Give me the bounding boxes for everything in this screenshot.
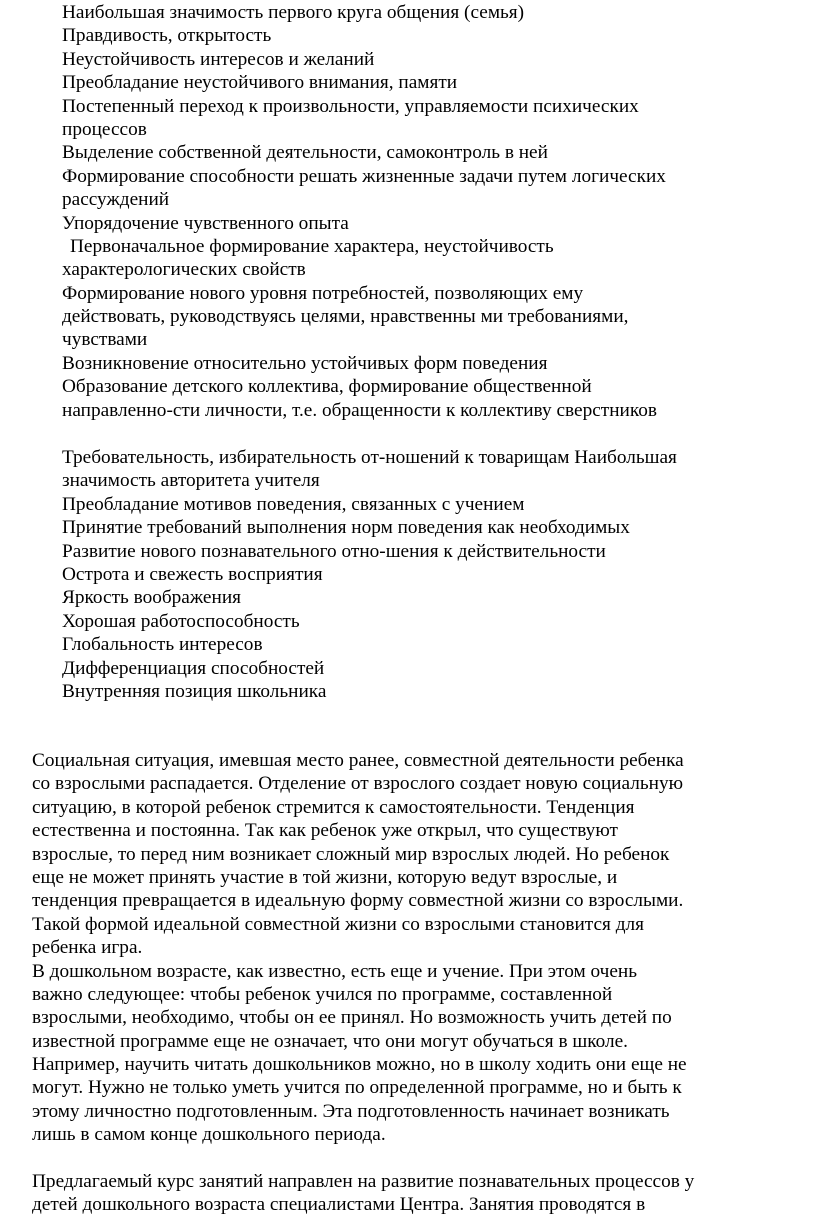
paragraph-line: взрослые, то перед ним возникает сложный мир взрослых людей. Но ребенок <box>32 843 670 865</box>
list-item-continuation: рассуждений <box>62 189 170 211</box>
paragraph-line: взрослыми, необходимо, чтобы он ее принял. Но возможность учить детей по <box>32 1007 672 1029</box>
list-item: Требовательность, избирательность от-ношений к товарищам Наибольшая <box>62 447 677 468</box>
list-item: Развитие нового познавательного отно-шения к действительности <box>62 540 606 562</box>
list-item: Выделение собственной деятельности, самоконтроль в ней <box>62 142 548 164</box>
list-item: Преобладание неустойчивого внимания, памяти <box>62 72 458 94</box>
list-item: Возникновение относительно устойчивых форм поведения <box>62 352 548 374</box>
paragraph-line: важно следующее: чтобы ребенок учился по программе, составленной <box>32 983 613 1005</box>
list-item: Острота и свежесть восприятия <box>62 563 323 585</box>
paragraph-line: детей дошкольного возраста специалистами Центра. Занятия проводятся в <box>32 1194 646 1216</box>
body-paragraph-social-situation <box>32 749 687 1147</box>
body-paragraph-course <box>32 1170 694 1217</box>
list-item-continuation: чувствами <box>62 329 148 351</box>
list-item: Внутренняя позиция школьника <box>62 680 327 702</box>
paragraph-line: известной программе еще не означает, что они могут обучаться в школе. <box>32 1030 628 1052</box>
list-item: Хорошая работоспособность <box>62 610 300 632</box>
paragraph-line: еще не может принять участие в той жизни, которую ведут взрослые, и <box>32 866 618 888</box>
list-item: Неустойчивость интересов и желаний <box>62 48 375 70</box>
paragraph-line: со взрослыми распадается. Отделение от взрослого создает новую социальную <box>32 773 683 795</box>
list-item: Дифференциация способностей <box>62 657 325 679</box>
paragraph-line: Например, научить читать дошкольников можно, но в школу ходить они еще не <box>32 1054 687 1076</box>
paragraph-line: В дошкольном возрасте, как известно, есть еще и учение. При этом очень <box>32 960 638 982</box>
list-item: Первоначальное формирование характера, неустойчивость <box>70 235 554 257</box>
paragraph-line: Такой формой идеальной совместной жизни со взрослыми становится для <box>32 913 645 935</box>
list-item: Формирование нового уровня потребностей, позволяющих ему <box>62 282 584 304</box>
paragraph-line: естественна и постоянна. Так как ребенок уже открыл, что существуют <box>32 820 618 842</box>
characteristics-list-first <box>62 1 666 422</box>
list-item: Образование детского коллектива, формирование общественной <box>62 376 592 398</box>
list-item-continuation: действовать, руководствуясь целями, нравственны ми требованиями, <box>62 306 629 328</box>
list-item: Постепенный переход к произвольности, управляемости психических <box>62 95 639 117</box>
list-item-continuation: значимость авторитета учителя <box>62 470 320 492</box>
paragraph-line: Предлагаемый курс занятий направлен на развитие познавательных процессов у <box>32 1171 695 1192</box>
list-item: Формирование способности решать жизненные задачи путем логических <box>62 165 666 187</box>
list-item: Яркость воображения <box>62 587 242 609</box>
list-item: Наибольшая значимость первого круга общения (семья) <box>62 2 525 23</box>
list-item: Упорядочение чувственного опыта <box>62 212 349 234</box>
characteristics-list-second <box>62 446 677 703</box>
list-item-continuation: характерологических свойств <box>62 259 306 281</box>
list-item: Глобальность интересов <box>62 634 263 656</box>
list-item-continuation: процессов <box>62 118 147 140</box>
paragraph-line: могут. Нужно не только уметь учится по определенной программе, но и быть к <box>32 1077 682 1099</box>
paragraph-line: Социальная ситуация, имевшая место ранее, совместной деятельности ребенка <box>32 750 684 771</box>
list-item: Правдивость, открытость <box>62 25 272 47</box>
paragraph-line: ребенка игра. <box>32 937 143 959</box>
list-item: Преобладание мотивов поведения, связанных с учением <box>62 493 525 515</box>
paragraph-line: лишь в самом конце дошкольного периода. <box>32 1124 386 1146</box>
list-item-continuation: направленно-сти личности, т.е. обращенности к коллективу сверстников <box>62 399 657 421</box>
paragraph-line: ситуацию, в которой ребенок стремится к самостоятельности. Тенденция <box>32 796 635 818</box>
paragraph-line: этому личностно подготовленным. Эта подготовленность начинает возникать <box>32 1100 670 1122</box>
list-item: Принятие требований выполнения норм поведения как необходимых <box>62 517 630 539</box>
paragraph-line: тенденция превращается в идеальную форму совместной жизни со взрослыми. <box>32 890 684 912</box>
